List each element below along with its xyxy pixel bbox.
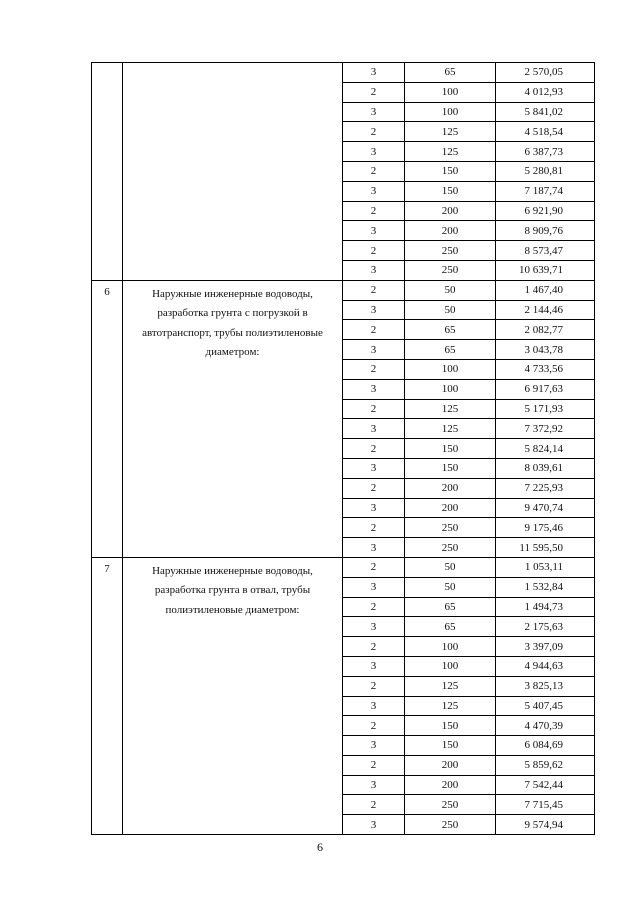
category-cell: 2 [343,557,405,577]
diameter-cell: 65 [405,63,496,83]
category-cell: 2 [343,280,405,300]
price-table-body [92,63,595,835]
diameter-cell: 125 [405,142,496,162]
category-cell: 3 [343,538,405,558]
category-cell: 3 [343,379,405,399]
category-cell: 2 [343,439,405,459]
category-cell: 2 [343,676,405,696]
category-cell: 3 [343,775,405,795]
price-cell: 2 175,63 [496,617,595,637]
price-cell: 3 043,78 [496,340,595,360]
category-cell: 3 [343,142,405,162]
category-cell: 2 [343,399,405,419]
category-cell: 3 [343,736,405,756]
price-cell: 9 470,74 [496,498,595,518]
price-cell: 7 542,44 [496,775,595,795]
price-cell: 7 187,74 [496,181,595,201]
category-cell: 2 [343,795,405,815]
price-cell: 9 574,94 [496,815,595,835]
diameter-cell: 65 [405,597,496,617]
category-cell: 2 [343,320,405,340]
diameter-cell: 250 [405,241,496,261]
page-number: 6 [317,840,323,854]
diameter-cell: 250 [405,538,496,558]
category-cell: 3 [343,458,405,478]
diameter-cell: 125 [405,696,496,716]
category-cell: 3 [343,221,405,241]
table-row [92,280,595,300]
diameter-cell: 65 [405,617,496,637]
price-cell: 7 372,92 [496,419,595,439]
price-cell: 6 921,90 [496,201,595,221]
price-cell: 7 225,93 [496,478,595,498]
price-cell: 6 084,69 [496,736,595,756]
table-row [92,63,595,83]
price-cell: 3 825,13 [496,676,595,696]
category-cell: 3 [343,656,405,676]
diameter-cell: 150 [405,439,496,459]
diameter-cell: 150 [405,458,496,478]
price-cell: 4 012,93 [496,82,595,102]
price-cell: 4 944,63 [496,656,595,676]
category-cell: 3 [343,260,405,280]
price-cell: 5 407,45 [496,696,595,716]
diameter-cell: 250 [405,518,496,538]
diameter-cell: 100 [405,82,496,102]
category-cell: 3 [343,340,405,360]
diameter-cell: 100 [405,102,496,122]
category-cell: 2 [343,716,405,736]
diameter-cell: 250 [405,795,496,815]
category-cell: 3 [343,577,405,597]
item-description-cell: Наружные инженерные водоводы, разработка грунта в отвал, трубы полиэтиленовые диаметром: [123,557,343,834]
diameter-cell: 125 [405,419,496,439]
price-table [91,62,595,835]
diameter-cell: 50 [405,300,496,320]
price-cell: 5 824,14 [496,439,595,459]
price-cell: 2 082,77 [496,320,595,340]
category-cell: 3 [343,617,405,637]
category-cell: 3 [343,696,405,716]
diameter-cell: 65 [405,340,496,360]
diameter-cell: 125 [405,399,496,419]
item-description-cell: Наружные инженерные водоводы, разработка грунта с погрузкой в автотранспорт, трубы полиэтиленовые диаметром: [123,280,343,557]
price-cell: 4 470,39 [496,716,595,736]
price-cell: 8 573,47 [496,241,595,261]
price-cell: 2 144,46 [496,300,595,320]
diameter-cell: 125 [405,122,496,142]
diameter-cell: 100 [405,379,496,399]
price-cell: 8 909,76 [496,221,595,241]
item-number-cell: 7 [92,557,123,834]
diameter-cell: 150 [405,716,496,736]
diameter-cell: 100 [405,656,496,676]
diameter-cell: 125 [405,676,496,696]
table-row [92,557,595,577]
diameter-cell: 250 [405,260,496,280]
price-cell: 8 039,61 [496,458,595,478]
price-cell: 1 467,40 [496,280,595,300]
diameter-cell: 50 [405,280,496,300]
category-cell: 2 [343,518,405,538]
diameter-cell: 200 [405,201,496,221]
diameter-cell: 65 [405,320,496,340]
price-cell: 7 715,45 [496,795,595,815]
category-cell: 3 [343,181,405,201]
price-cell: 3 397,09 [496,637,595,657]
category-cell: 2 [343,637,405,657]
category-cell: 3 [343,63,405,83]
category-cell: 3 [343,815,405,835]
price-cell: 9 175,46 [496,518,595,538]
category-cell: 2 [343,359,405,379]
diameter-cell: 50 [405,557,496,577]
diameter-cell: 200 [405,755,496,775]
price-cell: 1 053,11 [496,557,595,577]
price-cell: 6 917,63 [496,379,595,399]
category-cell: 3 [343,102,405,122]
category-cell: 2 [343,755,405,775]
diameter-cell: 200 [405,775,496,795]
diameter-cell: 250 [405,815,496,835]
price-cell: 1 532,84 [496,577,595,597]
item-number-cell: 6 [92,280,123,557]
diameter-cell: 100 [405,359,496,379]
category-cell: 2 [343,122,405,142]
item-description-cell [123,63,343,281]
price-cell: 11 595,50 [496,538,595,558]
price-cell: 5 171,93 [496,399,595,419]
diameter-cell: 150 [405,736,496,756]
category-cell: 2 [343,201,405,221]
category-cell: 2 [343,241,405,261]
price-cell: 5 859,62 [496,755,595,775]
price-cell: 4 518,54 [496,122,595,142]
category-cell: 2 [343,478,405,498]
diameter-cell: 200 [405,498,496,518]
diameter-cell: 150 [405,161,496,181]
price-cell: 10 639,71 [496,260,595,280]
diameter-cell: 200 [405,221,496,241]
item-number-cell [92,63,123,281]
category-cell: 3 [343,300,405,320]
category-cell: 3 [343,498,405,518]
price-cell: 5 280,81 [496,161,595,181]
category-cell: 2 [343,597,405,617]
price-cell: 1 494,73 [496,597,595,617]
price-cell: 6 387,73 [496,142,595,162]
category-cell: 3 [343,419,405,439]
diameter-cell: 200 [405,478,496,498]
price-cell: 5 841,02 [496,102,595,122]
diameter-cell: 50 [405,577,496,597]
price-cell: 4 733,56 [496,359,595,379]
diameter-cell: 150 [405,181,496,201]
category-cell: 2 [343,82,405,102]
category-cell: 2 [343,161,405,181]
diameter-cell: 100 [405,637,496,657]
price-cell: 2 570,05 [496,63,595,83]
